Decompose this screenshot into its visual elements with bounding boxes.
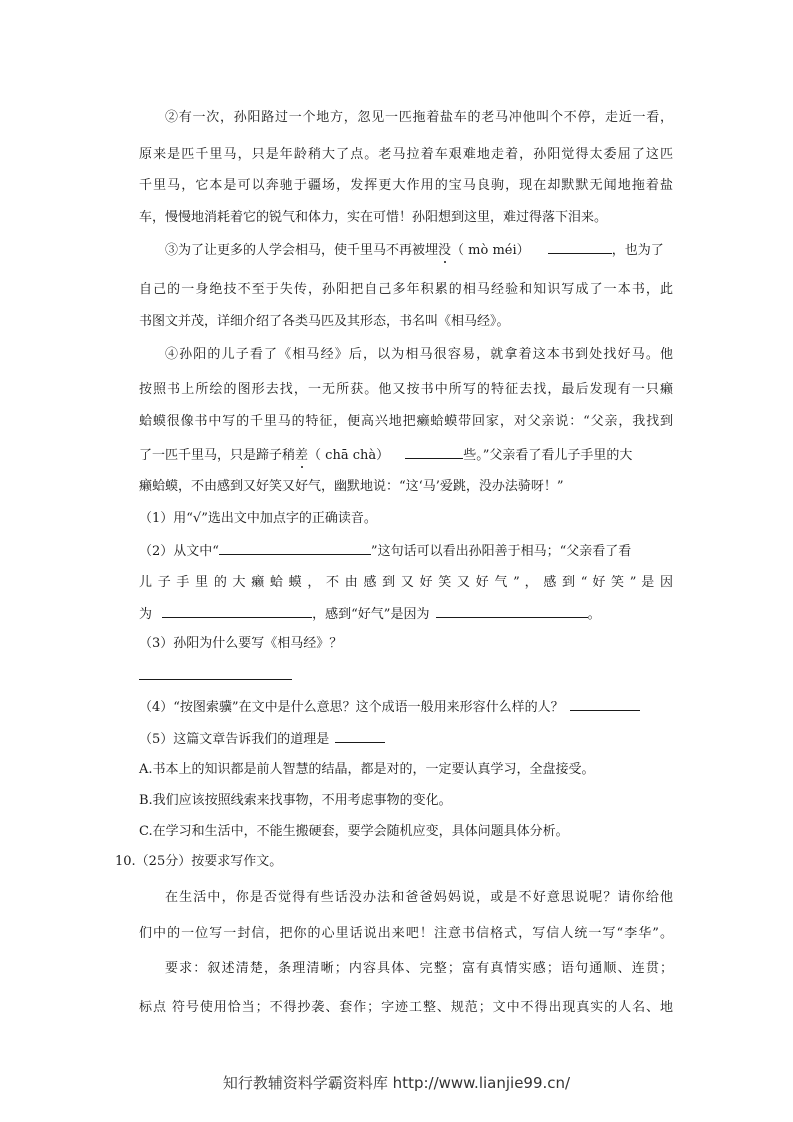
q4-text: （4）“按图索骥”在文中是什么意思？这个成语一般用来形容什么样的人？ — [139, 700, 564, 715]
p3-line-1 — [165, 241, 664, 259]
answer-blank-cha[interactable] — [405, 446, 463, 459]
p2-line-3: 千里马，它本是可以奔驰于疆场，发挥更大作用的宝马良驹，现在却默默无闻地拖着盐 — [139, 178, 673, 193]
dotted-char-mo: 没 — [438, 243, 452, 258]
answer-blank-q2-quote[interactable] — [219, 542, 371, 555]
q10-line-1: 在生活中，你是否觉得有些话没办法和爸爸妈妈说，或是不好意思说呢？请你给他 — [165, 890, 673, 905]
footer-watermark: 知行教辅资料学霸资料库 http://www.lianjie99.cn/ — [222, 1074, 571, 1092]
question-3: （3）孙阳为什么要写《相马经》？ — [139, 636, 343, 651]
q10-line-4: 标点 符号使用恰当；不得抄袭、套作；字迹工整、规范；文中不得出现真实的人名、地 — [139, 1000, 673, 1015]
p3-line-1-text: ③为了让更多的人学会相马，使千里马不再被埋 — [165, 243, 439, 258]
answer-blank-haoxiao[interactable] — [162, 605, 312, 618]
q2-line-3-prefix: 为 — [139, 607, 153, 622]
question-4 — [139, 698, 640, 716]
p4-line-1: ④孙阳的儿子看了《相马经》后，以为相马很容易，就拿着这本书到处找好马。他 — [165, 347, 673, 362]
option-b[interactable]: B.我们应该按照线索来找事物，不用考虑事物的变化。 — [139, 793, 452, 808]
p3-line-3: 书图文并茂，详细介绍了各类马匹及其形态，书名叫《相马经》。 — [139, 314, 510, 329]
question-10-title: 10.（25分）按要求写作文。 — [115, 854, 283, 869]
p3-line-2: 自己的一身绝技不至于失传，孙阳把自己多年积累的相马经验和知识写成了一本书，此 — [139, 282, 673, 297]
q10-line-2: 们中的一位写一封信，把你的心里话说出来吧！注意书信格式，写信人统一写“李华”。 — [139, 926, 673, 941]
p2-line-1: ②有一次，孙阳路过一个地方，忽见一匹拖着盐车的老马冲他叫个不停，走近一看， — [165, 110, 673, 125]
q5-text: （5）这篇文章告诉我们的道理是 — [139, 732, 330, 747]
q2-line-2: 儿 子 手 里 的 大 癞 蛤 蟆 ， 不 由 感 到 又 好 笑 又 好 气 ” ， 感 到 “ 好 笑 ” 是 因 — [139, 575, 673, 590]
p4-line-3: 蛤蟆很像书中写的千里马的特征，便高兴地把癞蛤蟆带回家，对父亲说：“父亲，我找到 — [139, 414, 673, 429]
p4-line-4 — [139, 446, 632, 464]
question-2 — [139, 542, 631, 560]
p3-line-1-end: ，也为了 — [611, 243, 664, 258]
option-c[interactable]: C.在学习和生活中，不能生搬硬套，要学会随机应变，具体问题具体分析。 — [139, 824, 569, 839]
pinyin-options-cha: （ chā chà） — [308, 448, 390, 463]
p4-line-4-text: 了一匹千里马，只是蹄子稍 — [139, 448, 296, 463]
question-5 — [139, 730, 385, 748]
p4-line-2: 按照书上所绘的图形去找，一无所获。他又按书中所写的特征去找，最后发现有一只癞 — [139, 382, 673, 397]
answer-blank-haoqi[interactable] — [436, 605, 588, 618]
q2-line-3-end: 。 — [587, 607, 601, 622]
p4-line-4-end: 些。”父亲看了看儿子手里的大 — [463, 448, 633, 463]
answer-blank-q4[interactable] — [570, 698, 640, 711]
answer-blank-q5[interactable] — [335, 730, 385, 743]
pinyin-options-mo: （ mò méi） — [451, 243, 530, 258]
option-a[interactable]: A.书本上的知识都是前人智慧的结晶，都是对的，一定要认真学习，全盘接受。 — [139, 762, 595, 777]
dotted-char-cha: 差 — [295, 448, 309, 463]
p2-line-4: 车，慢慢地消耗着它的锐气和体力，实在可惜！孙阳想到这里，难过得落下泪来。 — [139, 210, 608, 225]
answer-blank-mo[interactable] — [548, 241, 612, 254]
q2-line-3-mid: ，感到“好气”是因为 — [312, 607, 430, 622]
p2-line-2: 原来是匹千里马，只是年龄稍大了点。老马拉着车艰难地走着，孙阳觉得太委屈了这匹 — [139, 147, 673, 162]
answer-line-q3[interactable] — [139, 679, 292, 680]
q2-suffix: ”这句话可以看出孙阳善于相马；“父亲看了看 — [370, 544, 632, 559]
q2-line-3 — [139, 605, 601, 623]
p4-line-5: 癞蛤蟆，不由感到又好笑又好气，幽默地说：“这‘马’爱跳，没办法骑呀！” — [139, 479, 564, 494]
question-1: （1）用“√”选出文中加点字的正确读音。 — [139, 511, 377, 526]
q2-prefix: （2）从文中“ — [139, 544, 219, 559]
q10-line-3: 要求：叙述清楚，条理清晰；内容具体、完整；富有真情实感；语句通顺、连贯； — [165, 961, 673, 976]
